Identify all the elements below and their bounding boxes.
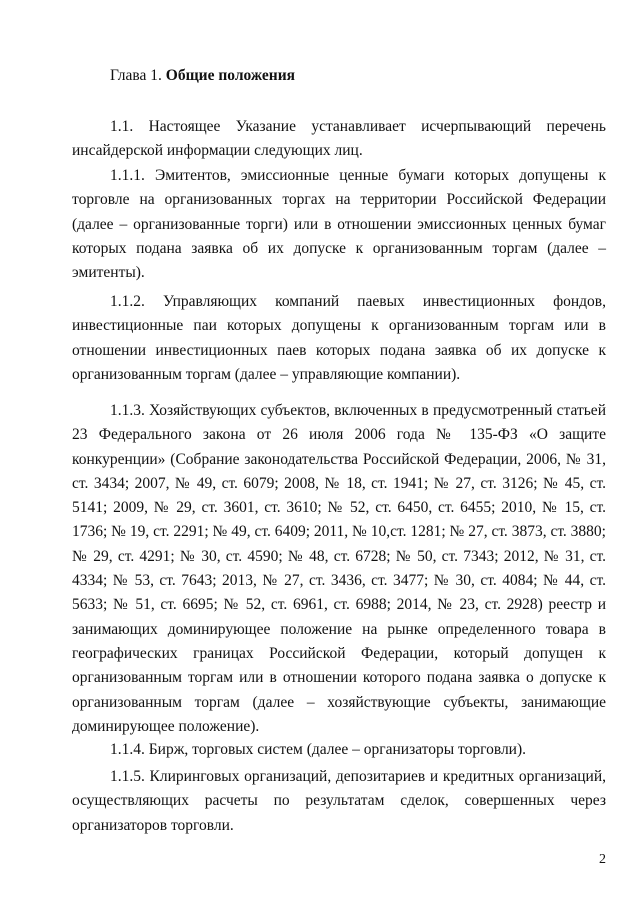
chapter-heading <box>110 66 295 86</box>
paragraph-1-1: 1.1. Настоящее Указание устанавливает исчерпывающий перечень инсайдерской информации следующих лиц. <box>72 118 606 160</box>
chapter-prefix: Глава 1. <box>110 67 162 84</box>
paragraph-1-1-5: 1.1.5. Клиринговых организаций, депозитариев и кредитных организаций, осуществляющих расчеты по результатам сделок, совершенных через организаторов торговли. <box>72 768 606 834</box>
chapter-title: Общие положения <box>165 67 296 84</box>
paragraph-1-1-1: 1.1.1. Эмитентов, эмиссионные ценные бумаги которых допущены к торговле на организованных торгах на территории Российской Федерации (далее – организованные торги) или в отношении эмиссионных ценных бумаг которых подана заявка об их допуске к организованным торгам (далее – эмитенты). <box>72 167 606 282</box>
page-number: 2 <box>599 852 606 867</box>
paragraph-1-1-4: 1.1.4. Бирж, торговых систем (далее – организаторы торговли). <box>110 741 527 758</box>
paragraph-1-1-3: 1.1.3. Хозяйствующих субъектов, включенных в предусмотренный статьей 23 Федерального закона от 26 июля 2006 года № 135-ФЗ «О защите конкуренции» (Собрание законодательства Российской Федерации, 2006, № 31, ст. 3434; 2007, № 49, ст. 6079; 2008, № 18, ст. 1941; № 27, ст. 3126; № 45, ст. 5141; 2009, № 29, ст. 3601, ст. 3610; № 52, ст. 6450, ст. 6455; 2010, № 15, ст. 1736; № 19, ст. 2291; № 49, ст. 6409; 2011, № 10,ст. 1281; № 27, ст. 3873, ст. 3880; № 29, ст. 4291; № 30, ст. 4590; № 48, ст. 6728; № 50, ст. 7343; 2012, № 31, ст. 4334; № 53, ст. 7643; 2013, № 27, ст. 3436, ст. 3477; № 30, ст. 4084; № 44, ст. 5633; № 51, ст. 6695; № 52, ст. 6961, ст. 6988; 2014, № 23, ст. 2928) реестр и занимающих доминирующее положение на рынке определенного товара в географических границах Российской Федерации, который допущен к организованным торгам или в отношении которого подана заявка о допуске к организованным торгам (далее – хозяйствующие субъекты, занимающие доминирующее положение). <box>72 402 606 735</box>
paragraph-1-1-2: 1.1.2. Управляющих компаний паевых инвестиционных фондов, инвестиционные паи которых допущены к организованным торгам или в отношении инвестиционных паев которых подана заявка об их допуске к организованным торгам (далее – управляющие компании). <box>72 293 606 383</box>
